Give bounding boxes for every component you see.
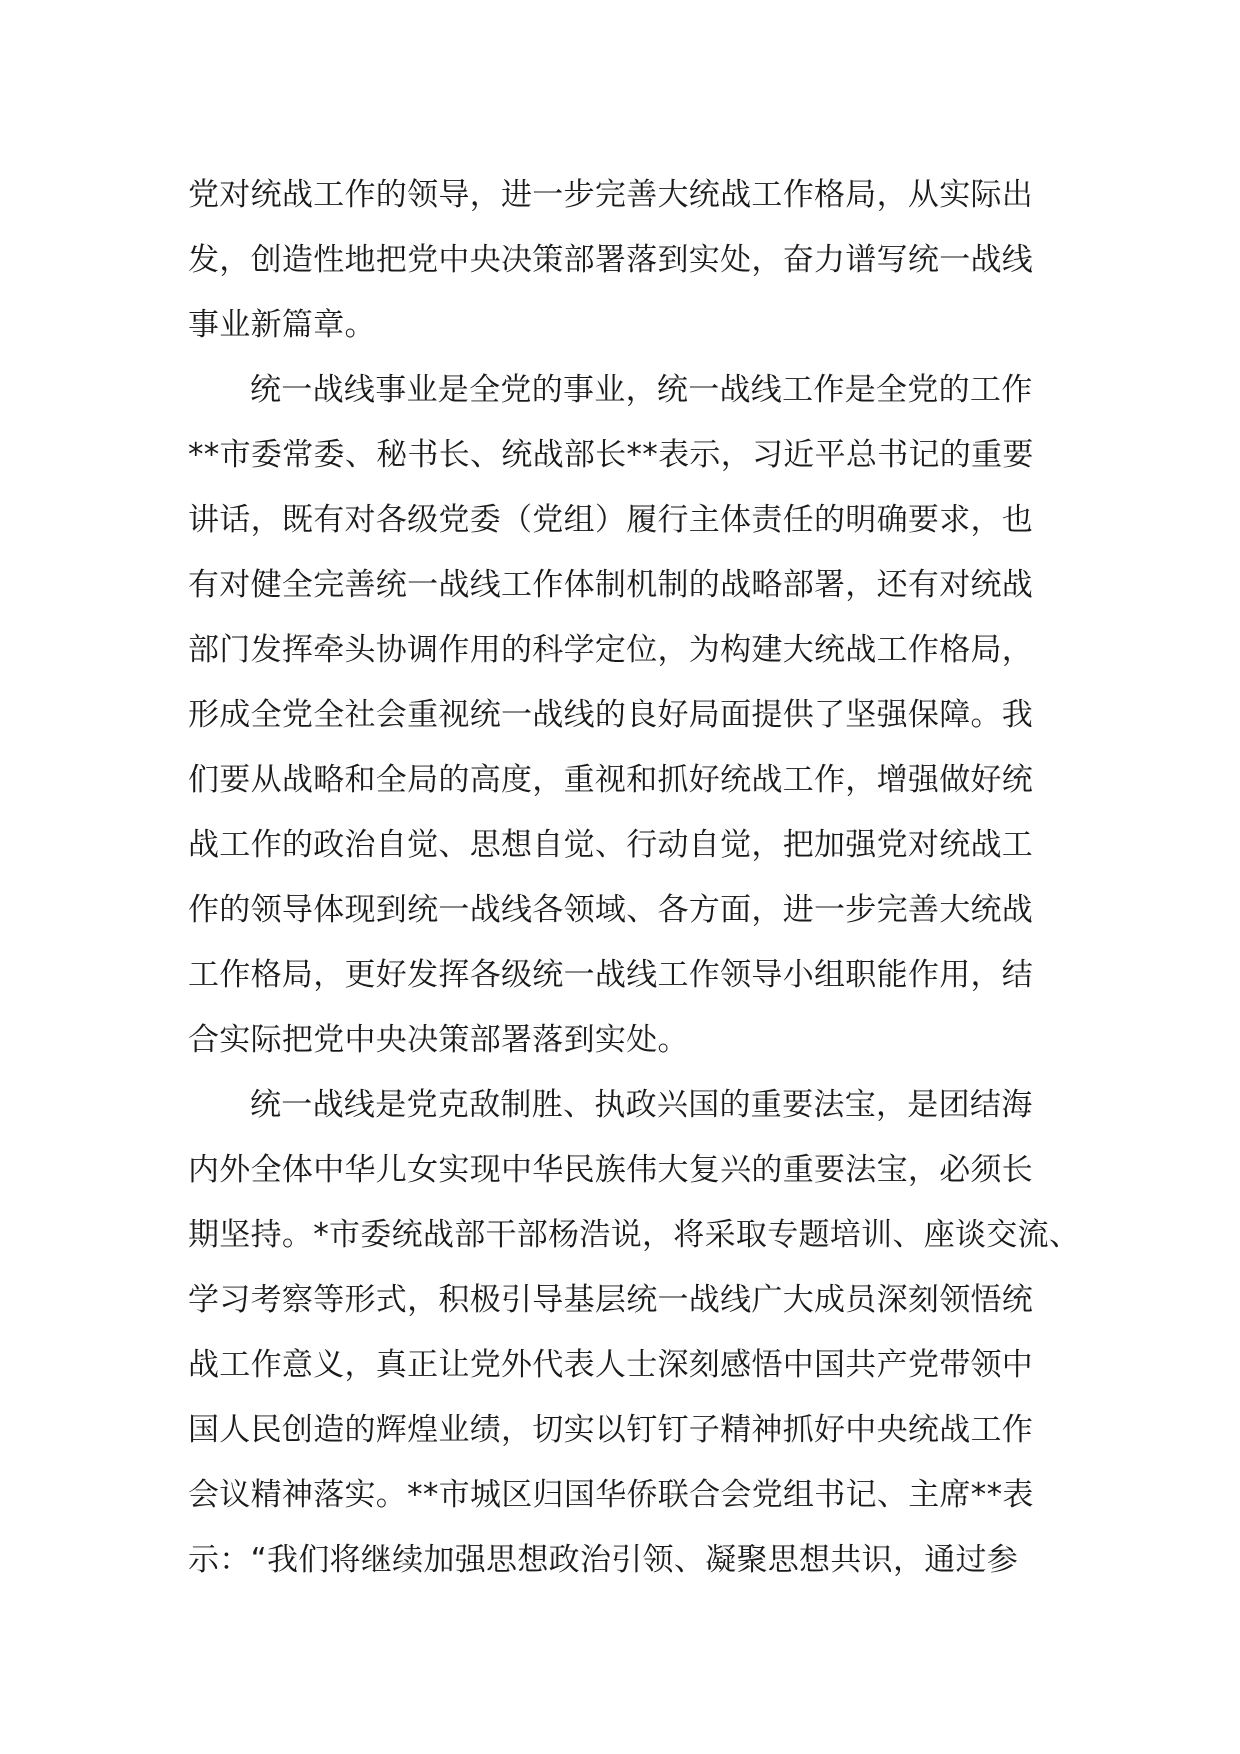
paragraph-first-line: 统一战线事业是全党的事业，统一战线工作是全党的工作 [250, 372, 1033, 408]
text-line: 国人民创造的辉煌业绩，切实以钉钉子精神抓好中央统战工作 [188, 1412, 1034, 1448]
text-line: 学习考察等形式，积极引导基层统一战线广大成员深刻领悟统 [188, 1282, 1034, 1318]
text-line: 示：“我们将继续加强思想政治引领、凝聚思想共识，通过参 [188, 1542, 1019, 1578]
text-line: 发，创造性地把党中央决策部署落到实处，奋力谱写统一战线 [188, 242, 1034, 278]
text-line: 工作格局，更好发挥各级统一战线工作领导小组职能作用，结 [188, 957, 1034, 993]
text-line: 形成全党全社会重视统一战线的良好局面提供了坚强保障。我 [188, 697, 1034, 733]
text-line: **市委常委、秘书长、统战部长**表示，习近平总书记的重要 [188, 437, 1034, 473]
text-line: 战工作的政治自觉、思想自觉、行动自觉，把加强党对统战工 [188, 827, 1034, 863]
text-line: 讲话，既有对各级党委（党组）履行主体责任的明确要求，也 [188, 502, 1034, 538]
text-line: 内外全体中华儿女实现中华民族伟大复兴的重要法宝，必须长 [188, 1152, 1034, 1188]
text-line: 战工作意义，真正让党外代表人士深刻感悟中国共产党带领中 [188, 1347, 1034, 1383]
text-line: 合实际把党中央决策部署落到实处。 [188, 1022, 689, 1058]
text-line: 部门发挥牵头协调作用的科学定位，为构建大统战工作格局， [188, 632, 1034, 668]
body-text [188, 163, 1081, 1593]
text-line: 期坚持。*市委统战部干部杨浩说，将采取专题培训、座谈交流、 [188, 1217, 1081, 1253]
text-line: 会议精神落实。**市城区归国华侨联合会党组书记、主席**表 [188, 1477, 1034, 1513]
text-line: 事业新篇章。 [188, 307, 376, 343]
paragraph-first-line: 统一战线是党克敌制胜、执政兴国的重要法宝，是团结海 [250, 1087, 1033, 1123]
text-line: 有对健全完善统一战线工作体制机制的战略部署，还有对统战 [188, 567, 1034, 603]
text-line: 作的领导体现到统一战线各领域、各方面，进一步完善大统战 [188, 892, 1034, 928]
text-line: 党对统战工作的领导，进一步完善大统战工作格局，从实际出 [188, 177, 1034, 213]
text-line: 们要从战略和全局的高度，重视和抓好统战工作，增强做好统 [188, 762, 1034, 798]
